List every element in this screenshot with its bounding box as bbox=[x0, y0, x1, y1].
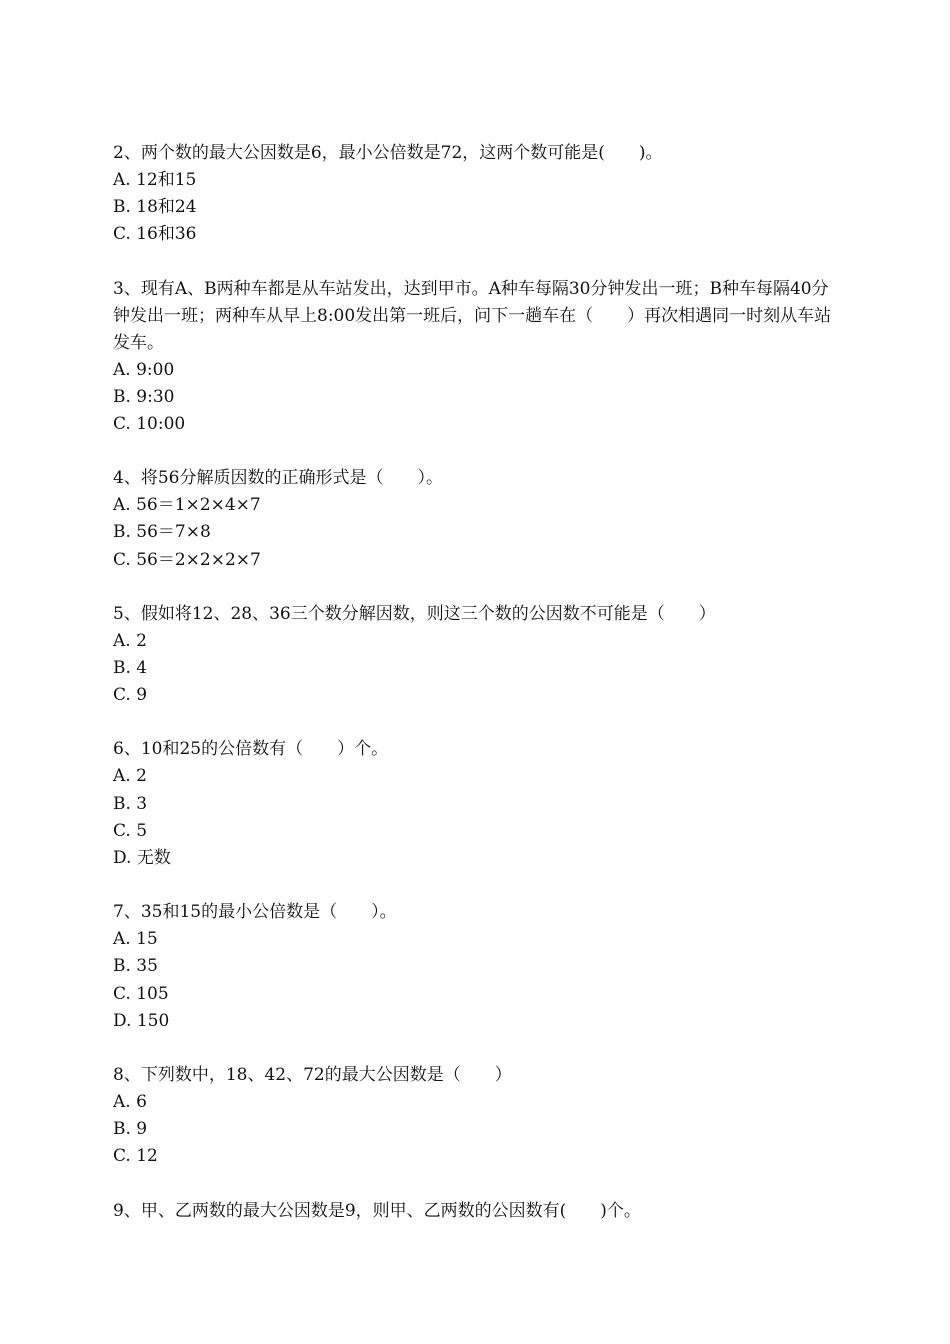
option-a: A. 6 bbox=[113, 1092, 147, 1113]
option-b: B. 9 bbox=[113, 1119, 148, 1140]
question-stem: 2、两个数的最大公因数是6，最小公倍数是72，这两个数可能是( )。 bbox=[113, 143, 663, 163]
option-a: A. 12和15 bbox=[113, 170, 197, 190]
option-d: D. 无数 bbox=[113, 848, 171, 869]
question-stem: 8、下列数中，18、42、72的最大公因数是（ ） bbox=[113, 1065, 512, 1086]
option-b: B. 18和24 bbox=[113, 197, 197, 218]
question-8 bbox=[113, 1062, 840, 1171]
question-stem: 9、甲、乙两数的最大公因数是9，则甲、乙两数的公因数有( )个。 bbox=[113, 1200, 641, 1221]
question-stem: 6、10和25的公倍数有（ ）个。 bbox=[113, 739, 389, 760]
question-4 bbox=[113, 465, 840, 574]
option-c: C. 9 bbox=[113, 685, 148, 706]
option-c: C. 12 bbox=[113, 1146, 158, 1167]
option-a: A. 2 bbox=[113, 766, 147, 787]
option-b: B. 56＝7×8 bbox=[113, 522, 211, 543]
question-stem: 4、将56分解质因数的正确形式是（ ）。 bbox=[113, 468, 443, 489]
option-c: C. 105 bbox=[113, 983, 169, 1004]
question-stem: 7、35和15的最小公倍数是（ ）。 bbox=[113, 902, 397, 923]
option-a: A. 56＝1×2×4×7 bbox=[113, 495, 261, 516]
option-b: B. 9:30 bbox=[113, 386, 175, 407]
option-c: C. 56＝2×2×2×7 bbox=[113, 549, 261, 570]
option-c: C. 16和36 bbox=[113, 224, 197, 245]
option-a: A. 9:00 bbox=[113, 359, 175, 380]
option-b: B. 35 bbox=[113, 956, 158, 977]
question-5 bbox=[113, 601, 840, 710]
question-7 bbox=[113, 899, 840, 1035]
question-9 bbox=[113, 1198, 840, 1225]
question-stem: 5、假如将12、28、36三个数分解因数，则这三个数的公因数不可能是（ ） bbox=[113, 603, 716, 624]
option-b: B. 4 bbox=[113, 658, 148, 679]
option-a: A. 15 bbox=[113, 929, 158, 950]
option-c: C. 5 bbox=[113, 820, 148, 841]
option-c: C. 10:00 bbox=[113, 414, 186, 435]
question-3 bbox=[113, 276, 840, 439]
question-stem: 3、现有A、B两种车都是从车站发出，达到甲市。A种车每隔30分钟发出一班；B种车每隔40分钟发出一班；两种车从早上8:00发出第一班后，问下一趟车在（ ）再次相遇同一时刻从车站发车。 bbox=[113, 278, 832, 353]
question-6 bbox=[113, 736, 840, 872]
option-a: A. 2 bbox=[113, 630, 147, 651]
question-2 bbox=[113, 140, 840, 249]
option-b: B. 3 bbox=[113, 793, 148, 814]
option-d: D. 150 bbox=[113, 1010, 170, 1031]
